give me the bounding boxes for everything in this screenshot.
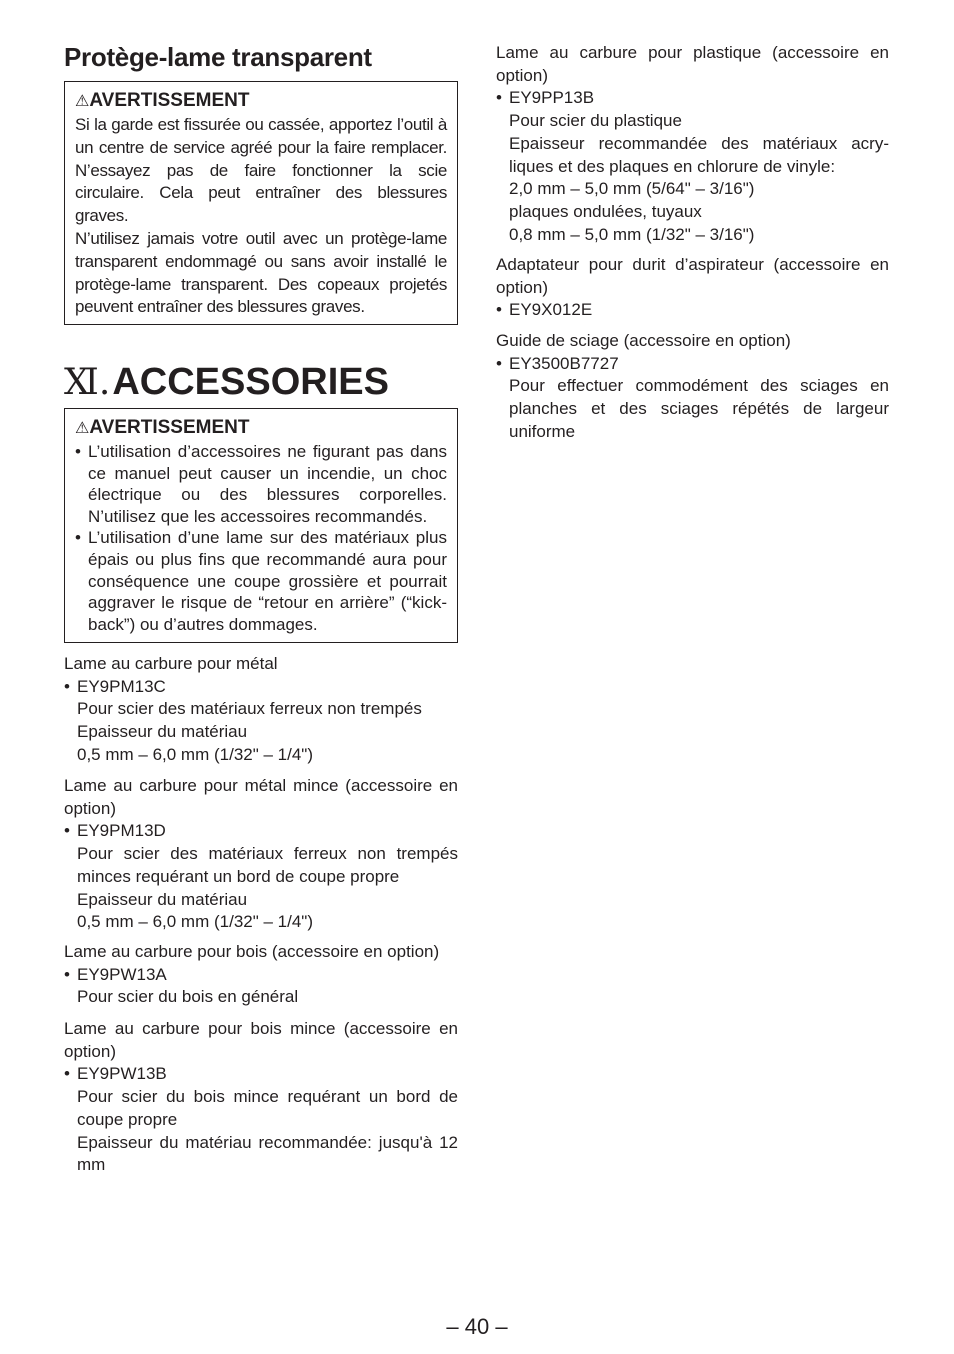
section-title-protege-lame: Protège-lame transparent: [64, 42, 372, 72]
accessory-thin-metal: [64, 775, 458, 934]
accessory-guide: [496, 330, 889, 444]
accessory-line: 2,0 mm – 5,0 mm (5/64" – 3/16"): [509, 179, 755, 199]
accessory-line: Epaisseur du matériau: [77, 722, 248, 742]
accessory-metal: [64, 653, 458, 767]
accessory-plastic: [496, 42, 889, 246]
accessory-wood: [64, 941, 458, 1009]
warning-title-text: AVERTISSEMENT: [89, 417, 250, 438]
accessory-code: • EY9PM13D: [64, 820, 458, 843]
accessory-adapter: [496, 254, 889, 322]
accessory-code: • EY9PP13B: [496, 87, 889, 110]
accessory-heading: Adaptateur pour durit d’aspirateur (accessoire en option): [496, 255, 889, 297]
warning-paragraph: N’utilisez jamais votre outil avec un protège-lame transparent endommagé ou sans avoir installé le protège-lame transparent. Des copeaux projetés peuvent entraîner des blessures graves.: [75, 228, 447, 317]
accessory-line: Epaisseur recommandée des matériaux acry-liques et des plaques en chlorure de vinyle:: [509, 133, 889, 176]
accessory-line: Pour effectuer commodément des sciages en planches et des sciages répétés de largeur uniforme: [509, 376, 889, 441]
warning-box-protege-lame: [64, 81, 458, 325]
warning-bullet: • L’utilisation d’une lame sur des matériaux plus épais ou plus fins que recommandé aura pour conséquence une coupe grossière et pourrait aggraver le risque de “retour en arrière” (“kick-back”) ou d’autres dommages.: [75, 527, 447, 635]
accessory-heading: Lame au carbure pour métal mince (accessoire en option): [64, 776, 458, 818]
accessory-line: plaques ondulées, tuyaux: [509, 201, 702, 221]
accessory-line: Epaisseur du matériau recommandée: jusqu'à 12 mm: [77, 1132, 458, 1175]
accessory-line: Pour scier des matériaux ferreux non trempés: [77, 699, 422, 719]
accessory-heading: Lame au carbure pour métal: [64, 654, 278, 673]
warning-list: [75, 441, 447, 635]
accessory-heading: Lame au carbure pour plastique (accessoire en option): [496, 43, 889, 85]
chapter-numeral: Ⅺ.: [64, 362, 111, 403]
warning-triangle-icon: ⚠: [75, 420, 90, 437]
accessory-line: Pour scier du bois mince requérant un bord de coupe propre: [77, 1087, 458, 1129]
warning-triangle-icon: ⚠: [75, 93, 90, 110]
accessory-line: Epaisseur du matériau: [77, 889, 248, 909]
accessory-heading: Guide de sciage (accessoire en option): [496, 331, 791, 350]
warning-box-accessories: [64, 408, 458, 643]
accessory-code: • EY3500B7727: [496, 353, 889, 376]
accessory-line: 0,5 mm – 6,0 mm (1/32" – 1/4"): [77, 744, 313, 764]
chapter-title: ACCESSORIES: [112, 361, 389, 403]
accessory-heading: Lame au carbure pour bois mince (accessoire en option): [64, 1019, 458, 1061]
accessory-line: Pour scier du plastique: [509, 111, 682, 131]
accessory-code: • EY9X012E: [496, 299, 889, 322]
accessory-heading: Lame au carbure pour bois (accessoire en option): [64, 942, 440, 961]
chapter-heading: [64, 356, 389, 409]
warning-heading: [75, 90, 447, 113]
warning-paragraph: Si la garde est fissurée ou cassée, apportez l’outil à un centre de service agréé pour la faire remplacer. N’essayez pas de faire fonctionner la scie circulaire. Cela peut entraîner des blessures graves.: [75, 115, 447, 226]
accessory-thin-wood: [64, 1018, 458, 1177]
warning-bullet: • L’utilisation d’accessoires ne figurant pas dans ce manuel peut causer un incendie, un choc électrique ou des blessures corporelles. N’utilisez que les accessoires recommandés.: [75, 441, 447, 527]
accessory-code: • EY9PW13A: [64, 964, 458, 987]
warning-heading: [75, 417, 447, 440]
accessory-code: • EY9PW13B: [64, 1063, 458, 1086]
accessory-line: Pour scier des matériaux ferreux non trempés minces requérant un bord de coupe propre: [77, 844, 458, 886]
accessory-line: 0,8 mm – 5,0 mm (1/32" – 3/16"): [509, 224, 755, 244]
accessory-line: 0,5 mm – 6,0 mm (1/32" – 1/4"): [77, 912, 313, 932]
accessory-line: Pour scier du bois en général: [77, 987, 299, 1007]
warning-title-text: AVERTISSEMENT: [89, 90, 250, 111]
accessory-code: • EY9PM13C: [64, 676, 458, 699]
page-number: – 40 –: [446, 1314, 508, 1339]
